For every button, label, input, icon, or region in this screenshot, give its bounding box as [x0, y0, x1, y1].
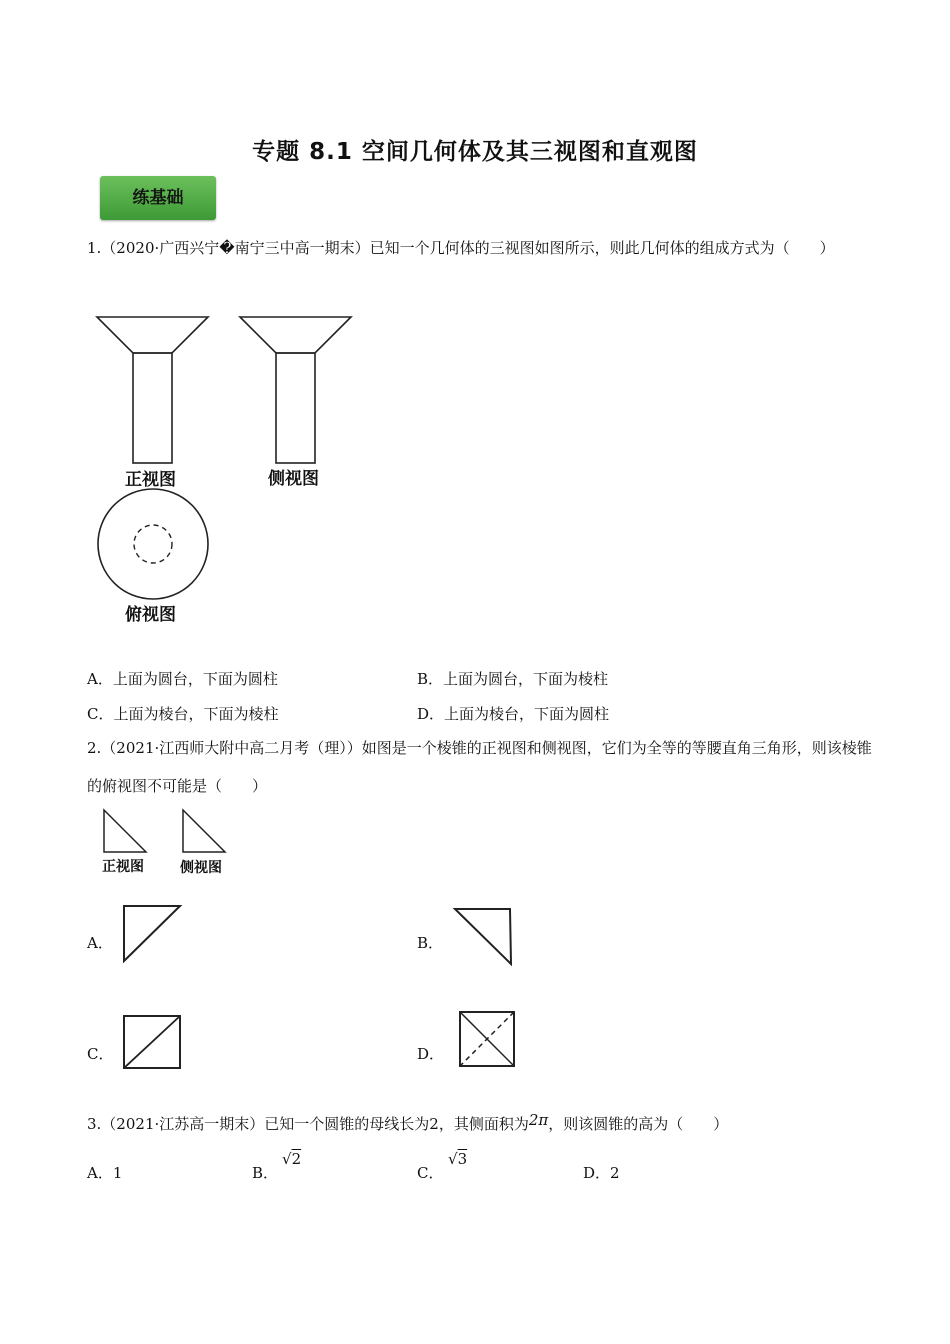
q1-side-view-label: 侧视图 [268, 469, 319, 489]
section-badge: 练基础 [100, 176, 216, 220]
q2-option-a[interactable]: A． [87, 934, 113, 952]
q1-option-a[interactable]: A．上面为圆台，下面为圆柱 [87, 670, 278, 688]
q3-option-d[interactable]: D．2 [583, 1164, 620, 1182]
q3-option-b-value: √2 [282, 1150, 302, 1168]
q2-option-b-figure[interactable] [453, 905, 515, 967]
q2-option-c[interactable]: C． [87, 1045, 114, 1063]
q3-option-c-value: √3 [448, 1150, 468, 1168]
q2-side-view-label: 侧视图 [180, 860, 222, 876]
q2-front-view-figure [103, 809, 151, 855]
q1-front-view-label: 正视图 [125, 470, 176, 490]
q2-option-d-figure[interactable] [457, 1009, 517, 1069]
q1-option-c[interactable]: C．上面为棱台，下面为棱柱 [87, 705, 279, 723]
q2-option-a-figure[interactable] [121, 903, 183, 965]
q1-top-view-figure [95, 487, 211, 603]
q2-front-view-label: 正视图 [102, 859, 144, 875]
q3-length: 2 [429, 1115, 439, 1133]
q1-option-d[interactable]: D．上面为棱台，下面为圆柱 [417, 705, 610, 723]
q2-option-d[interactable]: D． [417, 1045, 445, 1063]
page-title: 专题 8.1 空间几何体及其三视图和直观图 [252, 139, 698, 165]
question-2-text: 2.（2021·江西师大附中高二月考（理））如图是一个棱锥的正视图和侧视图，它们为全等的等腰直角三角形，则该棱锥的俯视图不可能是（ ） [87, 739, 872, 795]
q1-option-b[interactable]: B．上面为圆台，下面为棱柱 [417, 670, 609, 688]
q2-option-b[interactable]: B． [417, 934, 444, 952]
q2-option-c-figure[interactable] [121, 1013, 183, 1071]
q3-option-b[interactable]: B． √2 [252, 1150, 302, 1182]
q3-area: 2π [528, 1111, 549, 1129]
q1-side-view-figure [238, 316, 354, 466]
q1-front-view-figure [95, 316, 211, 466]
q2-side-view-figure [182, 809, 230, 855]
question-1-text: 1.（2020·广西兴宁�南宁三中高一期末）已知一个几何体的三视图如图所示，则此几何体的组成方式为（ ） [87, 239, 835, 257]
q3-option-c[interactable]: C． √3 [417, 1150, 468, 1182]
q1-top-view-label: 俯视图 [125, 605, 176, 625]
q3-option-a[interactable]: A．1 [87, 1164, 123, 1182]
question-3-text: 3.（2021·江苏高一期末）已知一个圆锥的母线长为2，其侧面积为2π，则该圆锥的高为（ ） [87, 1111, 729, 1133]
